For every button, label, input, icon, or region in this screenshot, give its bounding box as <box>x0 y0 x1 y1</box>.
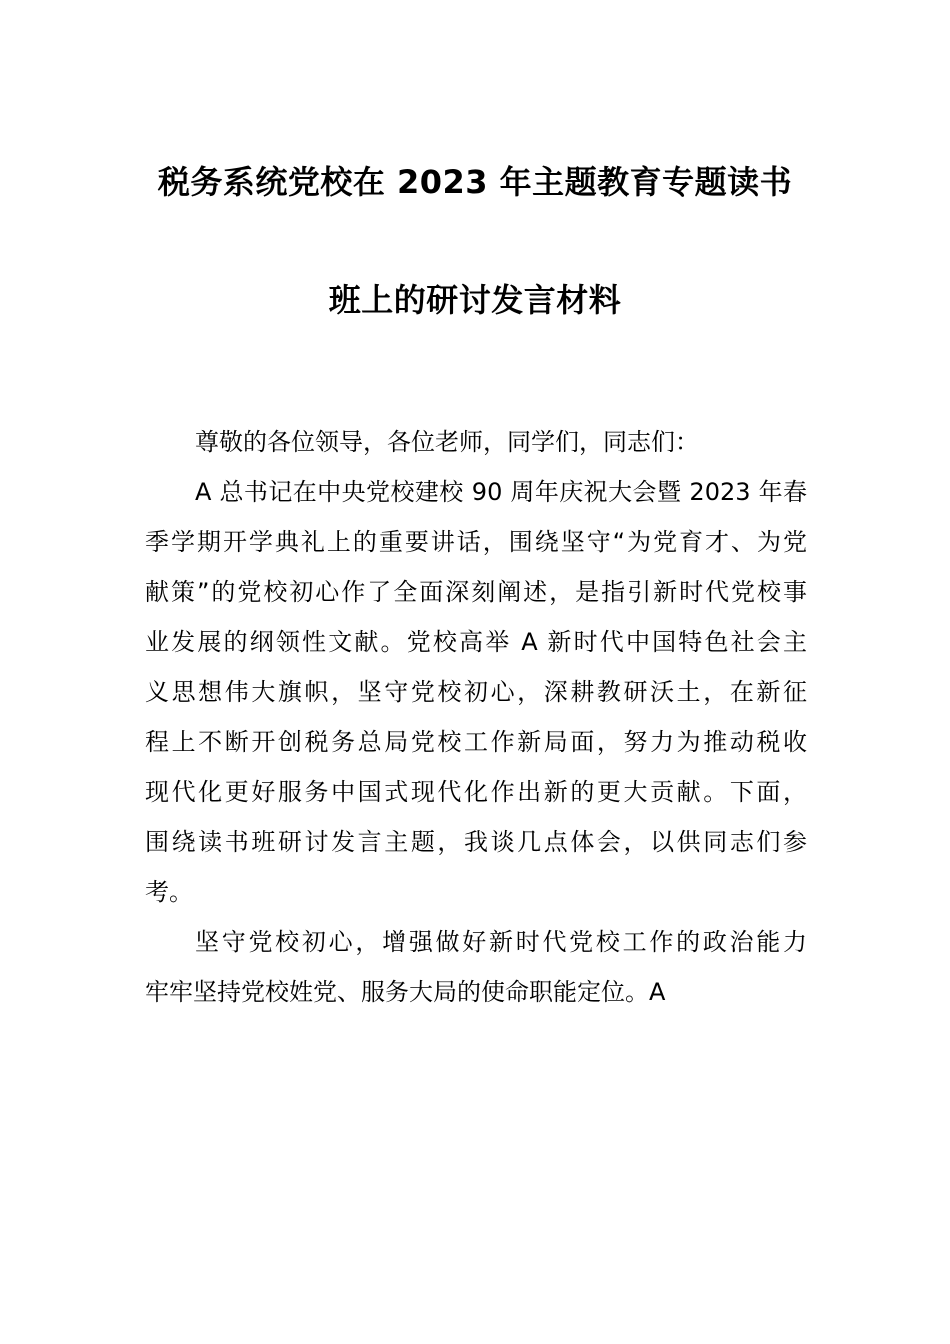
paragraph-2 <box>145 917 807 1017</box>
paragraph-line: 坚守党校初心，增强做好新时代党校工作的政治能力 <box>195 928 807 956</box>
paragraph-line: 牢牢坚持党校姓党、服务大局的使命职能定位。A <box>145 978 666 1006</box>
paragraph-line: 义思想伟大旗帜，坚守党校初心，深耕教研沃土，在新征 <box>145 678 807 706</box>
paragraph-line: 献策”的党校初心作了全面深刻阐述，是指引新时代党校事 <box>145 578 807 606</box>
paragraph-line: 考。 <box>145 878 193 906</box>
document-title-line-2: 班上的研讨发言材料 <box>328 281 622 319</box>
paragraph-line: 业发展的纲领性文献。党校高举 A 新时代中国特色社会主 <box>145 628 807 656</box>
paragraph-line: A 总书记在中央党校建校 90 周年庆祝大会暨 2023 年春 <box>195 478 807 506</box>
paragraph-line: 现代化更好服务中国式现代化作出新的更大贡献。下面， <box>145 778 807 806</box>
paragraph-line: 围绕读书班研讨发言主题，我谈几点体会，以供同志们参 <box>145 828 807 856</box>
salutation <box>145 417 807 467</box>
paragraph-1 <box>145 467 807 917</box>
salutation-text: 尊敬的各位领导，各位老师，同学们，同志们： <box>195 428 699 456</box>
document-title-line-1: 税务系统党校在 2023 年主题教育专题读书 <box>157 163 793 201</box>
paragraph-line: 程上不断开创税务总局党校工作新局面，努力为推动税收 <box>145 728 807 756</box>
paragraph-line: 季学期开学典礼上的重要讲话，围绕坚守“为党育才、为党 <box>145 528 807 556</box>
